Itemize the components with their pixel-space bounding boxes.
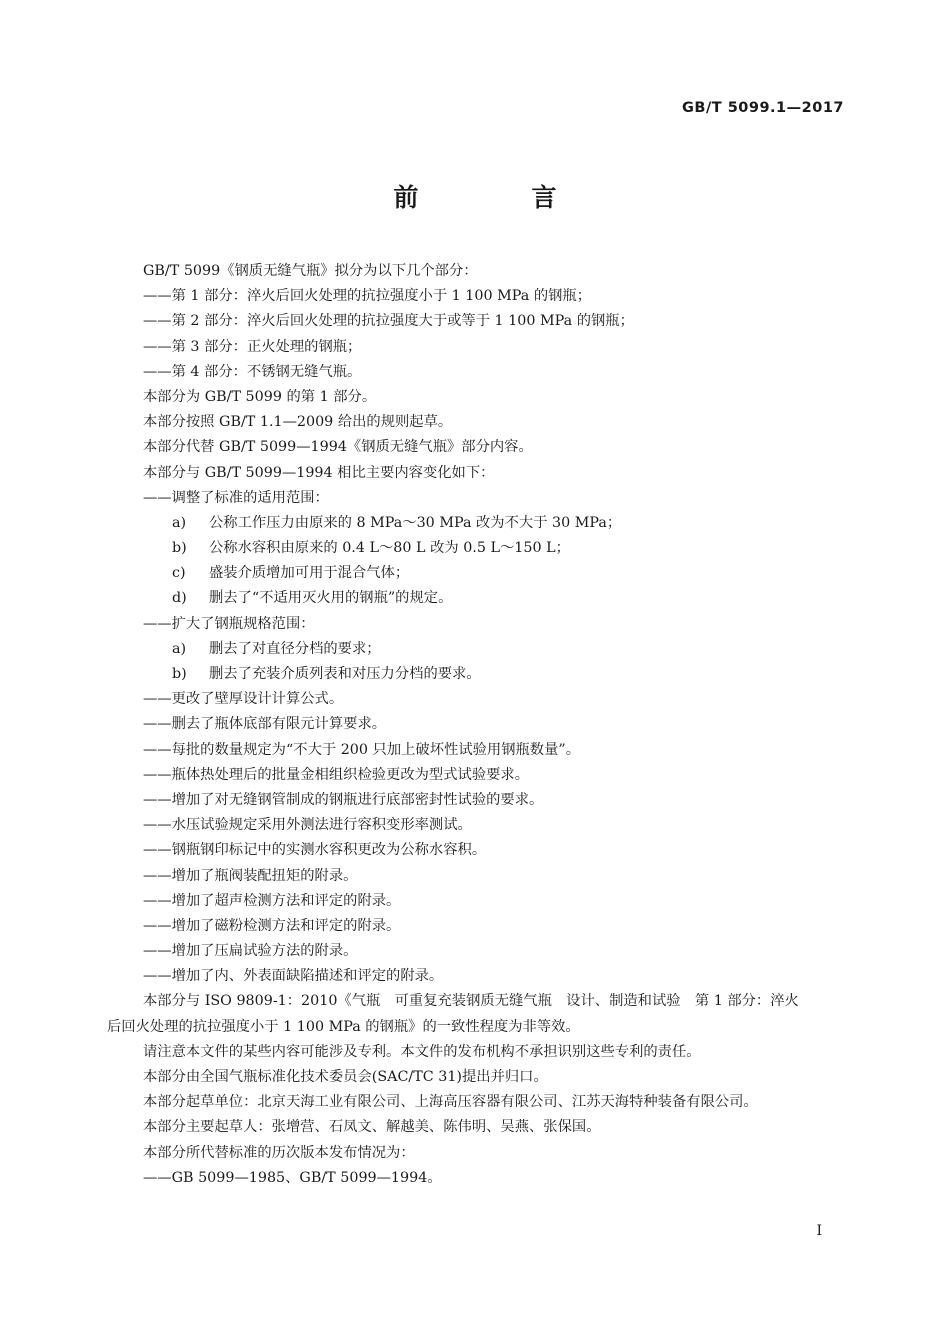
paragraph-text: ——第 1 部分：淬火后回火处理的抗拉强度小于 1 100 MPa 的钢瓶； xyxy=(143,288,592,305)
paragraph-line xyxy=(107,561,847,586)
paragraph-text: 删去了充装介质列表和对压力分档的要求。 xyxy=(209,666,481,682)
paragraph-line xyxy=(107,259,847,284)
paragraph-line xyxy=(107,1040,847,1065)
paragraph-text: 公称工作压力由原来的 8 MPa～30 MPa 改为不大于 30 MPa； xyxy=(209,514,622,531)
paragraph-text: ——增加了内、外表面缺陷描述和评定的附录。 xyxy=(143,968,444,985)
paragraph-line xyxy=(107,410,847,435)
list-item-label: b) xyxy=(172,540,187,557)
paragraph-line xyxy=(107,511,847,536)
paragraph-text: ——钢瓶钢印标记中的实测水容积更改为公称水容积。 xyxy=(143,842,487,859)
paragraph-text: ——第 4 部分：不锈钢无缝气瓶。 xyxy=(143,363,362,380)
paragraph-line xyxy=(107,813,847,838)
paragraph-text: ——删去了瓶体底部有限元计算要求。 xyxy=(143,716,387,733)
paragraph-text: 盛装介质增加可用于混合气体； xyxy=(209,565,410,582)
paragraph-line xyxy=(107,838,847,863)
paragraph-line xyxy=(107,461,847,486)
paragraph-line xyxy=(107,486,847,511)
paragraph-line xyxy=(107,662,847,687)
paragraph-line xyxy=(107,335,847,360)
paragraph-line xyxy=(107,712,847,737)
page-title: 前 言 xyxy=(393,183,601,212)
paragraph-line xyxy=(107,435,847,460)
paragraph-line xyxy=(107,586,847,611)
paragraph-line xyxy=(107,284,847,309)
paragraph-text: 本部分由全国气瓶标准化技术委员会(SAC/TC 31)提出并归口。 xyxy=(143,1069,548,1085)
paragraph-text: ——瓶体热处理后的批量金相组织检验更改为型式试验要求。 xyxy=(143,766,530,783)
paragraph-text: 本部分与 ISO 9809-1：2010《气瓶 可重复充装钢质无缝气瓶 设计、制造和试验 第 1 部分：淬火 xyxy=(143,993,799,1010)
paragraph-line xyxy=(107,612,847,637)
paragraph-line xyxy=(107,738,847,763)
paragraph-line xyxy=(107,864,847,889)
paragraph-line xyxy=(107,788,847,813)
paragraph-line xyxy=(107,763,847,788)
list-item-label: a) xyxy=(172,640,187,657)
standard-code: GB/T 5099.1—2017 xyxy=(682,100,844,116)
list-item-label: d) xyxy=(172,590,187,607)
paragraph-line xyxy=(107,687,847,712)
paragraph-text: ——增加了超声检测方法和评定的附录。 xyxy=(143,892,401,909)
paragraph-text: 请注意本文件的某些内容可能涉及专利。本文件的发布机构不承担识别这些专利的责任。 xyxy=(143,1043,701,1060)
paragraph-line xyxy=(107,637,847,662)
paragraph-text: ——调整了标准的适用范围： xyxy=(143,489,329,506)
paragraph-text: ——每批的数量规定为“不大于 200 只加上破坏性试验用钢瓶数量”。 xyxy=(143,741,581,758)
paragraph-text: 删去了对直径分档的要求； xyxy=(209,640,381,657)
paragraph-text: 公称水容积由原来的 0.4 L～80 L 改为 0.5 L～150 L； xyxy=(209,540,570,557)
paragraph-text: 本部分主要起草人：张增营、石凤文、解越美、陈伟明、吴燕、张保国。 xyxy=(143,1119,601,1136)
paragraph-text: ——增加了压扁试验方法的附录。 xyxy=(143,943,358,960)
paragraph-line xyxy=(107,1166,847,1191)
paragraph-line xyxy=(107,964,847,989)
paragraph-line xyxy=(107,385,847,410)
paragraph-text: ——扩大了钢瓶规格范围： xyxy=(143,615,315,632)
paragraph-text: 本部分按照 GB/T 1.1—2009 给出的规则起草。 xyxy=(143,414,453,431)
paragraph-text: ——增加了瓶阀装配扭矩的附录。 xyxy=(143,867,358,884)
paragraph-text: ——第 3 部分：正火处理的钢瓶； xyxy=(143,338,362,355)
paragraph-line xyxy=(107,1015,847,1040)
paragraph-line xyxy=(107,536,847,561)
paragraph-line xyxy=(107,1090,847,1115)
paragraph-line xyxy=(107,1115,847,1140)
paragraph-text: 删去了“不适用灭火用的钢瓶”的规定。 xyxy=(209,590,453,607)
paragraph-text: ——水压试验规定采用外测法进行容积变形率测试。 xyxy=(143,817,472,834)
paragraph-text: 本部分起草单位：北京天海工业有限公司、上海高压容器有限公司、江苏天海特种装备有限公司。 xyxy=(143,1094,758,1111)
paragraph-text: ——增加了对无缝钢管制成的钢瓶进行底部密封性试验的要求。 xyxy=(143,791,544,808)
paragraph-text: ——第 2 部分：淬火后回火处理的抗拉强度大于或等于 1 100 MPa 的钢瓶； xyxy=(143,313,634,330)
paragraph-line xyxy=(107,914,847,939)
paragraph-line xyxy=(107,309,847,334)
paragraph-text: 本部分代替 GB/T 5099—1994《钢质无缝气瓶》部分内容。 xyxy=(143,439,533,456)
paragraph-text: GB/T 5099《钢质无缝气瓶》拟分为以下几个部分： xyxy=(143,263,478,279)
paragraph-text: 后回火处理的抗拉强度小于 1 100 MPa 的钢瓶》的一致性程度为非等效。 xyxy=(107,1018,580,1035)
paragraph-text: 本部分与 GB/T 5099—1994 相比主要内容变化如下： xyxy=(143,464,495,481)
page-number: Ⅰ xyxy=(816,1223,822,1239)
paragraph-line xyxy=(107,939,847,964)
paragraph-text: 本部分为 GB/T 5099 的第 1 部分。 xyxy=(143,388,377,405)
paragraph-text: ——GB 5099—1985、GB/T 5099—1994。 xyxy=(143,1169,442,1186)
paragraph-line xyxy=(107,1065,847,1090)
paragraph-line xyxy=(107,889,847,914)
paragraph-text: ——增加了磁粉检测方法和评定的附录。 xyxy=(143,917,401,934)
paragraph-text: ——更改了壁厚设计计算公式。 xyxy=(143,691,344,708)
list-item-label: c) xyxy=(172,565,186,582)
list-item-label: a) xyxy=(172,514,187,531)
document-body xyxy=(107,259,847,1191)
paragraph-line xyxy=(107,989,847,1014)
list-item-label: b) xyxy=(172,666,187,682)
paragraph-line xyxy=(107,360,847,385)
paragraph-text: 本部分所代替标准的历次版本发布情况为： xyxy=(143,1144,415,1161)
paragraph-line xyxy=(107,1141,847,1166)
